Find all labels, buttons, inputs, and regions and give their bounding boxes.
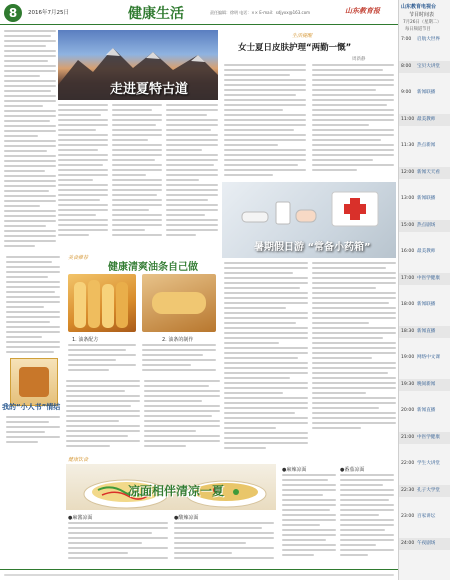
section-title: 健康生活	[128, 6, 184, 22]
recipe-mala: ●麻辣凉面	[282, 467, 307, 473]
skin-care-byline: 周新静	[352, 57, 366, 62]
tv-schedule-row	[399, 379, 450, 391]
tv-schedule-program: 中医学健康	[417, 434, 440, 440]
tv-schedule-program: 最美教师	[417, 116, 436, 122]
tv-schedule-program: 学生大讲堂	[417, 461, 440, 466]
tv-schedule-time: 9:00	[401, 90, 412, 95]
article-text-block	[224, 262, 308, 452]
youtiao-photo	[68, 274, 136, 332]
tv-schedule-row	[399, 114, 450, 126]
page-number-badge: 8	[4, 4, 22, 22]
tv-schedule-time: 22:00	[401, 461, 415, 466]
tv-schedule-row	[399, 61, 450, 73]
recipe-sour-spicy: ●酸辣凉面	[174, 515, 199, 521]
tv-schedule-program: 中医学健康	[417, 275, 440, 281]
article-text-block	[66, 380, 140, 452]
tv-schedule-row	[399, 246, 450, 258]
tv-schedule-row	[399, 34, 450, 46]
section-tag-diet: 健康饮食	[68, 457, 89, 463]
youtiao-photo-2	[142, 274, 216, 332]
tv-schedule-time: 19:00	[401, 355, 415, 360]
tv-schedule-time: 21:00	[401, 434, 415, 440]
tv-schedule-row	[399, 405, 450, 417]
tv-schedule-program: 热点新闻	[417, 143, 436, 148]
article-text-block	[58, 104, 108, 252]
tv-schedule-program: 午夜剧场	[417, 540, 436, 546]
tv-schedule-row	[399, 87, 450, 99]
article-text-block	[166, 104, 218, 252]
tv-schedule-program: 新闻联播	[417, 90, 436, 95]
tv-schedule-time: 24:00	[401, 540, 415, 546]
medicine-box-headline: 暑期假日游 “常备小药箱”	[254, 242, 371, 253]
cold-noodle-photo	[66, 464, 276, 510]
youtiao-headline: 健康清爽油条自己做	[108, 262, 198, 273]
tv-schedule-time: 20:00	[401, 408, 415, 413]
youtiao-caption-2: 2. 油条的制作	[162, 337, 194, 343]
tv-schedule-row	[399, 326, 450, 338]
tv-schedule-time: 7:00	[401, 37, 412, 42]
recipe-tomato: ●番茄凉面	[340, 467, 365, 473]
tv-schedule-time: 19:30	[401, 381, 415, 387]
tv-schedule-date: 7月26日（星期二）	[403, 20, 442, 25]
recipe-sesame: ●麻酱凉面	[68, 515, 93, 521]
tv-channel-label: 每日频道节目	[405, 27, 431, 32]
tv-schedule-time: 11:00	[401, 116, 415, 122]
issue-date: 2016年7月25日	[28, 10, 69, 16]
tv-schedule-program: 最美教师	[417, 249, 436, 254]
youtiao-feature	[64, 252, 220, 378]
tv-schedule-row	[399, 485, 450, 497]
mountain-photo	[58, 30, 218, 100]
tv-schedule-time: 15:00	[401, 222, 415, 228]
tv-schedule-row	[399, 538, 450, 550]
tv-schedule-list	[399, 34, 450, 574]
picture-book-article	[4, 252, 62, 452]
tv-schedule-time: 12:00	[401, 169, 415, 175]
tv-schedule-row	[399, 432, 450, 444]
medicine-box-photo	[222, 182, 396, 258]
tv-schedule-program: 新闻直播	[417, 408, 436, 413]
tv-schedule-time: 22:30	[401, 487, 415, 493]
tv-schedule-program: 晚间新闻	[417, 381, 436, 387]
tv-schedule-row	[399, 193, 450, 205]
tv-schedule-program: 百家讲坛	[417, 514, 436, 519]
article-text-block	[144, 380, 220, 452]
tv-schedule-program: 网络中文课	[417, 355, 440, 360]
tv-schedule-time: 8:00	[401, 63, 412, 69]
tv-schedule-time: 11:30	[401, 143, 415, 148]
tv-schedule-row	[399, 511, 450, 523]
section-tag-life-tips: 生活提醒	[292, 33, 313, 39]
tv-schedule-subtitle: 节目时间表	[409, 12, 435, 18]
tv-schedule-program: 新闻天天看	[417, 169, 440, 175]
picture-book-headline: 我的“小人书”情结	[2, 403, 61, 411]
tv-schedule-time: 16:00	[401, 249, 415, 254]
tv-station-name: 山东教育电视台	[401, 4, 437, 10]
skin-care-headline: 女士夏日皮肤护理“两勤一慨”	[238, 43, 352, 53]
tv-schedule-time: 18:30	[401, 328, 415, 334]
page-footer	[0, 569, 398, 581]
tv-schedule-time: 13:00	[401, 196, 415, 201]
youtiao-caption-1: 1. 油条配方	[72, 337, 99, 343]
article-text-block	[312, 262, 396, 452]
article-text-block	[4, 30, 56, 252]
tv-schedule-program: 启航大世界	[417, 37, 440, 42]
cold-noodle-headline: 凉面相伴清凉一夏	[128, 484, 225, 498]
tv-schedule-row	[399, 167, 450, 179]
cold-noodle-feature	[64, 454, 396, 566]
tv-schedule-program: 孔子大学堂	[417, 487, 440, 493]
tv-schedule-row	[399, 299, 450, 311]
top-feature-headline: 走进夏特古道	[110, 82, 189, 97]
tv-schedule-row	[399, 458, 450, 470]
tv-schedule-program: 热点剧场	[417, 222, 436, 228]
tv-schedule-program: 新闻联播	[417, 196, 436, 201]
tv-schedule-program: 新闻联播	[417, 302, 436, 307]
section-tag-food: 美食推荐	[68, 255, 89, 261]
article-text-block	[112, 104, 162, 252]
tv-schedule-row	[399, 140, 450, 152]
page-header	[0, 0, 398, 26]
skin-care-article	[222, 30, 396, 180]
tv-schedule-sidebar	[398, 0, 450, 580]
tv-schedule-program: 新闻直播	[417, 328, 436, 334]
tv-schedule-row	[399, 273, 450, 285]
tv-schedule-time: 18:00	[401, 302, 415, 307]
tv-schedule-time: 23:00	[401, 514, 415, 519]
picture-book-illustration	[10, 358, 58, 406]
paper-name: 山东教育报	[345, 7, 380, 15]
tv-schedule-time: 17:00	[401, 275, 415, 281]
tv-schedule-row	[399, 220, 450, 232]
editor-line: 责任编辑：徐明 电话：×× E-mail：sdjyxx@163.com	[210, 10, 311, 15]
tv-schedule-row	[399, 352, 450, 364]
tv-schedule-program: 宝贝大讲堂	[417, 63, 440, 69]
